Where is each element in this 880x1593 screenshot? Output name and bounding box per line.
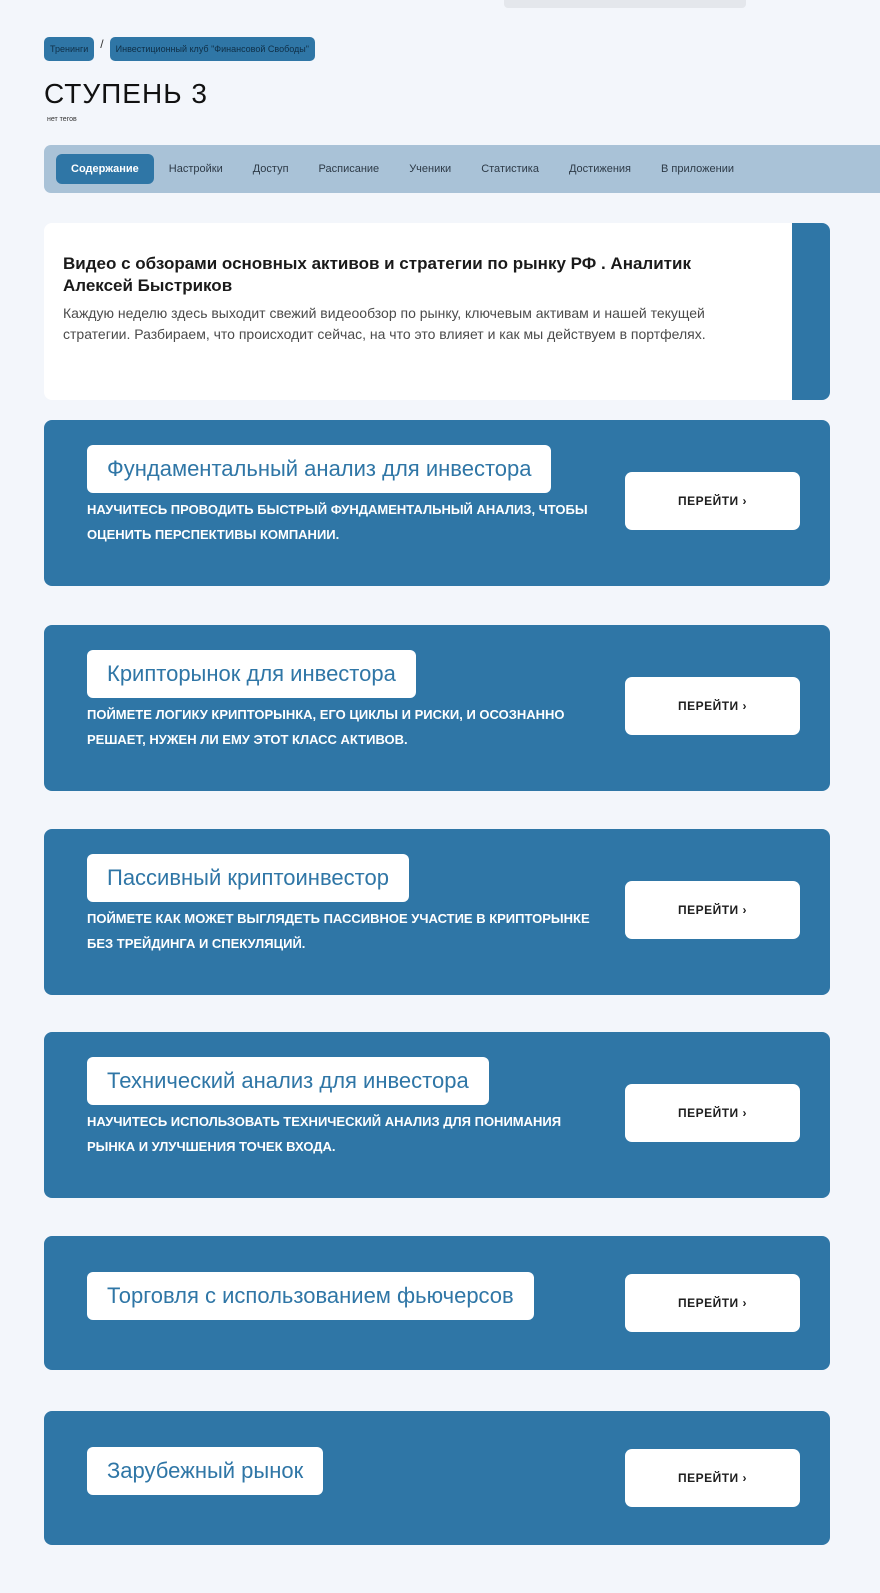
course-description-line: БЕЗ ТРЕЙДИНГА И СПЕКУЛЯЦИЙ. — [87, 936, 306, 951]
top-bar-fragment — [504, 0, 746, 8]
course-title: Зарубежный рынок — [87, 1447, 323, 1495]
breadcrumb-item-club[interactable]: Инвестиционный клуб "Финансовой Свободы" — [110, 37, 315, 61]
breadcrumb — [44, 37, 315, 61]
tab-statistics[interactable]: Статистика — [481, 163, 539, 175]
tags-label: нет тегов — [47, 116, 77, 123]
tab-bar — [44, 145, 880, 193]
course-description-line: НАУЧИТЕСЬ ИСПОЛЬЗОВАТЬ ТЕХНИЧЕСКИЙ АНАЛИЗ ДЛЯ ПОНИМАНИЯ — [87, 1114, 562, 1129]
course-title: Фундаментальный анализ для инвестора — [87, 445, 551, 493]
go-button[interactable]: ПЕРЕЙТИ › — [625, 1084, 800, 1142]
course-description — [87, 1109, 627, 1159]
course-title: Технический анализ для инвестора — [87, 1057, 489, 1105]
course-card[interactable] — [44, 420, 830, 586]
tab-achievements[interactable]: Достижения — [568, 163, 632, 175]
breadcrumb-item-trainings[interactable]: Тренинги — [44, 37, 94, 61]
course-description — [87, 702, 627, 752]
go-button[interactable]: ПЕРЕЙТИ › — [625, 1449, 800, 1507]
course-title: Пассивный криптоинвестор — [87, 854, 409, 902]
course-description-line: НАУЧИТЕСЬ ПРОВОДИТЬ БЫСТРЫЙ ФУНДАМЕНТАЛЬНЫЙ АНАЛИЗ, ЧТОБЫ — [87, 502, 588, 517]
course-title: Торговля с использованием фьючерсов — [87, 1272, 534, 1320]
page-title: СТУПЕНЬ 3 — [44, 78, 208, 109]
tab-settings[interactable]: Настройки — [168, 163, 223, 175]
course-description-line: ПОЙМЕТЕ КАК МОЖЕТ ВЫГЛЯДЕТЬ ПАССИВНОЕ УЧАСТИЕ В КРИПТОРЫНКЕ — [87, 911, 590, 926]
course-description-line: ОЦЕНИТЬ ПЕРСПЕКТИВЫ КОМПАНИИ. — [87, 527, 340, 542]
course-card[interactable] — [44, 1236, 830, 1370]
go-button[interactable]: ПЕРЕЙТИ › — [625, 881, 800, 939]
tab-students[interactable]: Ученики — [409, 163, 452, 175]
course-card[interactable] — [44, 829, 830, 995]
intro-title: Видео с обзорами основных активов и стратегии по рынку РФ . Аналитик Алексей Быстриков — [63, 254, 691, 295]
course-description — [87, 906, 627, 956]
tab-content[interactable]: Содержание — [56, 154, 154, 184]
course-card[interactable] — [44, 1411, 830, 1545]
tab-schedule[interactable]: Расписание — [318, 163, 380, 175]
go-button[interactable]: ПЕРЕЙТИ › — [625, 1274, 800, 1332]
course-description-line: РЫНКА И УЛУЧШЕНИЯ ТОЧЕК ВХОДА. — [87, 1139, 336, 1154]
course-card[interactable] — [44, 625, 830, 791]
course-description-line: ПОЙМЕТЕ ЛОГИКУ КРИПТОРЫНКА, ЕГО ЦИКЛЫ И РИСКИ, И ОСОЗНАННО — [87, 707, 565, 722]
breadcrumb-separator: / — [100, 37, 104, 51]
go-button[interactable]: ПЕРЕЙТИ › — [625, 472, 800, 530]
tab-in-app[interactable]: В приложении — [661, 163, 735, 175]
go-button[interactable]: ПЕРЕЙТИ › — [625, 677, 800, 735]
course-description — [87, 497, 627, 547]
intro-card — [44, 223, 830, 400]
intro-description: Каждую неделю здесь выходит свежий видеообзор по рынку, ключевым активам и нашей текущей стратегии. Разбираем, что происходит сейчас, на что это влияет и как мы действуем в портфелях. — [63, 305, 706, 342]
course-card[interactable] — [44, 1032, 830, 1198]
tab-access[interactable]: Доступ — [252, 163, 289, 175]
course-title: Крипторынок для инвестора — [87, 650, 416, 698]
course-description-line: РЕШАЕТ, НУЖЕН ЛИ ЕМУ ЭТОТ КЛАСС АКТИВОВ. — [87, 732, 408, 747]
intro-card-accent-stripe — [792, 223, 830, 400]
